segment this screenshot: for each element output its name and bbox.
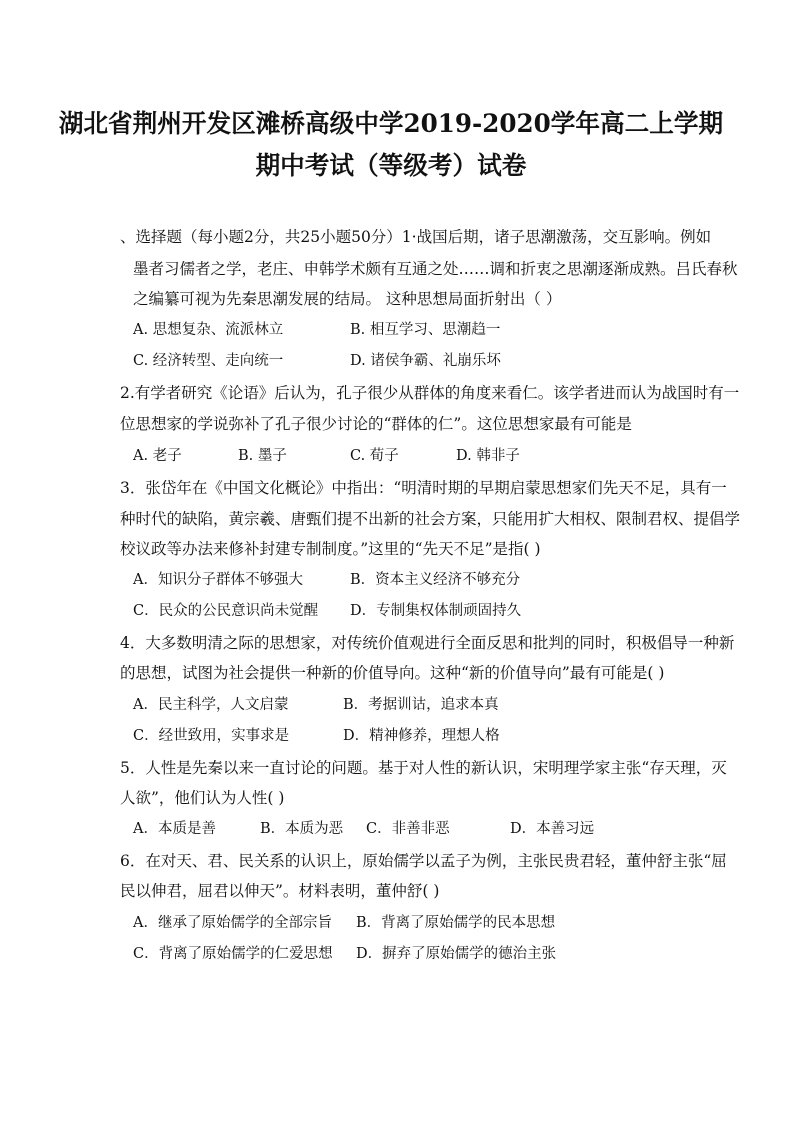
q6-stem-line1: 6．在对天、君、民关系的认识上，原始儒学以孟子为例，主张民贵君轻，董仲舒主张“屈 xyxy=(120,852,727,870)
q4-stem-line2: 的思想，试图为社会提供一种新的价值导向。这种“新的价值导向”最有可能是( ) xyxy=(120,664,665,682)
exam-title: 湖北省荆州开发区滩桥高级中学2019-2020学年高二上学期 xyxy=(58,109,724,138)
q5-option-c: C．非善非恶 xyxy=(366,821,450,837)
q6-option-d: D．摒弃了原始儒学的德治主张 xyxy=(356,946,557,962)
q1-stem-line3: 之编纂可视为先秦思潮发展的结局。 这种思想局面折射出（ ） xyxy=(133,290,562,308)
q6-option-a: A．继承了原始儒学的全部宗旨 xyxy=(133,915,332,931)
q4-stem-line1: 4．大多数明清之际的思想家，对传统价值观进行全面反思和批判的同时，积极倡导一种新 xyxy=(120,634,735,652)
q5-option-d: D．本善习远 xyxy=(510,821,595,837)
q1-option-c: C. 经济转型、走向统一 xyxy=(133,353,284,369)
q5-stem-line2: 人欲”，他们认为人性( ) xyxy=(120,789,285,807)
q4-option-d: D．精神修养，理想人格 xyxy=(343,728,500,744)
q2-stem-line2: 位思想家的学说弥补了孔子很少讨论的“群体的仁”。这位思想家最有可能是 xyxy=(120,415,632,433)
q5-option-a: A．本质是善 xyxy=(133,821,216,837)
q3-option-d: D．专制集权体制顽固持久 xyxy=(350,603,522,619)
q6-stem-line2: 民以伸君，屈君以伸天”。材料表明，董仲舒( ) xyxy=(120,882,440,900)
q3-option-b: B．资本主义经济不够充分 xyxy=(350,572,521,588)
q2-option-d: D. 韩非子 xyxy=(456,448,520,464)
q1-option-b: B. 相互学习、思潮趋一 xyxy=(350,322,501,338)
q3-option-a: A．知识分子群体不够强大 xyxy=(133,572,303,588)
q5-option-b: B．本质为恶 xyxy=(260,821,344,837)
q2-option-a: A. 老子 xyxy=(133,448,182,464)
q1-stem-line2: 墨者习儒者之学，老庄、申韩学术颇有互通之处……调和折衷之思潮逐渐成熟。吕氏春秋 xyxy=(133,260,738,278)
q1-option-d: D. 诸侯争霸、礼崩乐坏 xyxy=(350,353,501,369)
exam-subtitle: 期中考试（等级考）试卷 xyxy=(255,151,527,180)
q6-option-b: B．背离了原始儒学的民本思想 xyxy=(356,915,556,931)
q1-stem-line1: 、选择题（每小题2分，共25小题50分）1·战国后期，诸子思潮激荡，交互影响。例如 xyxy=(120,228,712,246)
q5-stem-line1: 5．人性是先秦以来一直讨论的问题。基于对人性的新认识，宋明理学家主张“存天理，灭 xyxy=(120,759,727,777)
q2-stem-line1: 2.有学者研究《论语》后认为，孔子很少从群体的角度来看仁。该学者进而认为战国时有一 xyxy=(120,384,740,402)
q2-option-c: C. 荀子 xyxy=(350,448,399,464)
q4-option-c: C．经世致用，实事求是 xyxy=(133,728,290,744)
q1-option-a: A. 思想复杂、流派林立 xyxy=(133,322,284,338)
q4-option-b: B．考据训诂，追求本真 xyxy=(343,697,499,713)
q3-stem-line3: 校议政等办法来修补封建专制制度。”这里的“先天不足”是指( ) xyxy=(120,540,541,558)
q3-stem-line2: 种时代的缺陷，黄宗羲、唐甄们提不出新的社会方案，只能用扩大相权、限制君权、提倡学 xyxy=(120,510,741,528)
q6-option-c: C．背离了原始儒学的仁爱思想 xyxy=(133,946,333,962)
q3-stem-line1: 3．张岱年在《中国文化概论》中指出：“明清时期的早期启蒙思想家们先天不足，具有一 xyxy=(120,479,727,497)
q3-option-c: C．民众的公民意识尚未觉醒 xyxy=(133,603,319,619)
q4-option-a: A．民主科学，人文启蒙 xyxy=(133,697,289,713)
q2-option-b: B. 墨子 xyxy=(238,448,287,464)
